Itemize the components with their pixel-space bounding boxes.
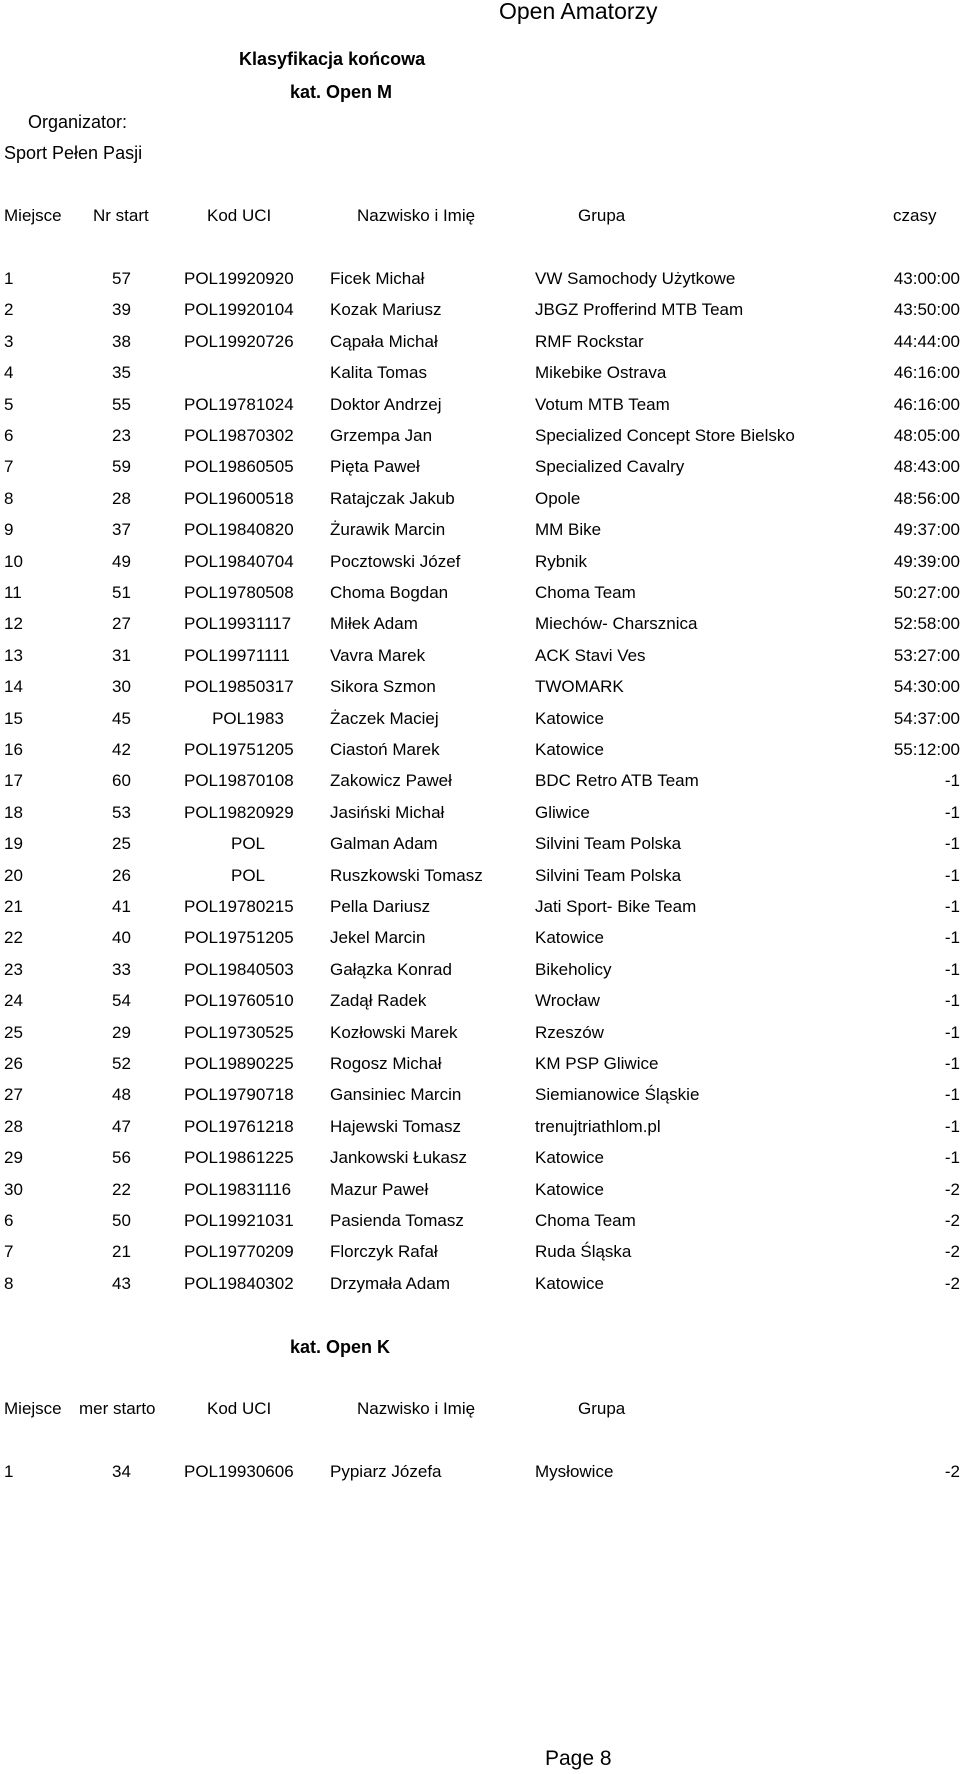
- page-title: Open Amatorzy: [499, 0, 658, 24]
- category-title-m: kat. Open M: [290, 82, 393, 102]
- table-m-row-place: 21: [4, 897, 23, 916]
- table-m-row-time: 46:16:00: [893, 394, 960, 414]
- table-m-row-start-number: 54: [112, 991, 131, 1011]
- table-m-row-start-number: 30: [112, 677, 131, 697]
- table-m-row-start-number: 59: [112, 457, 131, 477]
- table-m-row-start-number: 55: [112, 394, 131, 414]
- table-m-row-uci-code: POL: [230, 865, 266, 885]
- table-m-row-uci-code: POL19840503: [184, 959, 294, 979]
- table-m-row-start-number: 42: [112, 740, 131, 759]
- table-m-row-start-number: 49: [112, 551, 131, 571]
- table-m-row-uci-code: POL19770209: [184, 1242, 294, 1262]
- table-m-row-place: 7: [4, 457, 14, 477]
- table-m-row-uci-code: POL19760510: [184, 991, 294, 1011]
- table-m-row-uci-code: POL19920726: [184, 331, 294, 351]
- table-m-row-group: Katowice: [535, 740, 604, 759]
- table-m-row-group: Choma Team: [535, 1211, 636, 1230]
- table-m-row-start-number: 25: [112, 834, 131, 854]
- table-m-row-time: -1: [944, 1022, 960, 1042]
- table-m-row-rider-name: Pella Dariusz: [330, 897, 431, 916]
- table-m-row-time: -1: [944, 1085, 960, 1105]
- table-m-row-place: 2: [4, 300, 14, 320]
- table-m-row-uci-code: POL: [230, 834, 266, 854]
- table-k-row-start-number: 34: [112, 1462, 131, 1481]
- table-m-row-start-number: 28: [112, 488, 131, 508]
- table-m-row-time: 48:56:00: [893, 488, 960, 508]
- table-m-row-group: Siemianowice Śląskie: [535, 1085, 700, 1105]
- header-name: Nazwisko i Imię: [357, 206, 476, 225]
- table-m-row-uci-code: POL19751205: [184, 928, 294, 948]
- table-m-row-rider-name: Ruszkowski Tomasz: [330, 865, 483, 885]
- table-m-row-rider-name: Kozłowski Marek: [330, 1022, 458, 1042]
- table-m-row-rider-name: Jankowski Łukasz: [330, 1148, 468, 1168]
- table-m-row-place: 14: [4, 677, 23, 697]
- table-m-row-group: Votum MTB Team: [535, 394, 670, 414]
- table-m-row-group: Katowice: [535, 708, 604, 728]
- table-m-row-rider-name: Drzymała Adam: [330, 1273, 450, 1293]
- category-title-k: kat. Open K: [290, 1337, 391, 1357]
- table-m-row-place: 4: [4, 363, 14, 383]
- table-m-row-place: 26: [4, 1054, 23, 1073]
- table-m-row-time: 48:05:00: [893, 426, 960, 445]
- table-m-row-start-number: 57: [112, 269, 131, 288]
- table-m-row-uci-code: POL19780215: [184, 897, 294, 916]
- table-m-row-group: Silvini Team Polska: [535, 834, 682, 854]
- table-m-row-rider-name: Rogosz Michał: [330, 1054, 442, 1073]
- table-m-row-start-number: 50: [112, 1211, 131, 1230]
- table-m-row-group: Rzeszów: [535, 1022, 604, 1042]
- table-m-row-uci-code: POL19840302: [184, 1273, 294, 1293]
- table-m-row-place: 11: [4, 583, 22, 602]
- table-m-row-rider-name: Ratajczak Jakub: [330, 488, 455, 508]
- table-m-row-group: KM PSP Gliwice: [535, 1054, 659, 1073]
- table-m-row-start-number: 39: [112, 300, 131, 320]
- table-m-row-group: ACK Stavi Ves: [535, 645, 646, 665]
- table-m-row-place: 13: [4, 645, 23, 665]
- table-m-row-uci-code: POL19840704: [184, 551, 294, 571]
- table-m-row-uci-code: POL19790718: [184, 1085, 294, 1105]
- table-m-row-group: JBGZ Profferind MTB Team: [535, 300, 744, 320]
- table-m-row-start-number: 27: [112, 614, 131, 634]
- table-k-row-time: -2: [944, 1462, 960, 1481]
- table-m-row-rider-name: Cąpała Michał: [330, 331, 438, 351]
- table-m-row-group: Ruda Śląska: [535, 1242, 632, 1262]
- table-m-row-rider-name: Ficek Michał: [330, 269, 425, 288]
- table-m-row-group: Rybnik: [535, 551, 587, 571]
- table-m-row-start-number: 38: [112, 331, 131, 351]
- table-m-row-uci-code: POL19751205: [184, 740, 294, 759]
- table-m-row-rider-name: Żaczek Maciej: [330, 708, 439, 728]
- table-m-row-place: 27: [4, 1085, 23, 1105]
- table-m-row-place: 19: [4, 834, 23, 854]
- table-m-row-rider-name: Vavra Marek: [330, 645, 426, 665]
- table-m-row-place: 22: [4, 928, 23, 948]
- table-m-row-place: 18: [4, 802, 23, 822]
- table-m-row-time: -1: [944, 897, 960, 916]
- table-m-row-rider-name: Mazur Paweł: [330, 1179, 429, 1199]
- table-m-row-start-number: 45: [112, 708, 131, 728]
- header-start-number-k: mer starto: [79, 1400, 156, 1417]
- table-m-row-start-number: 21: [112, 1242, 131, 1262]
- table-m-row-time: 44:44:00: [893, 331, 960, 351]
- table-m-row-rider-name: Jasiński Michał: [330, 802, 445, 822]
- table-m-row-rider-name: Gałązka Konrad: [330, 959, 452, 979]
- table-m-row-rider-name: Choma Bogdan: [330, 583, 449, 602]
- table-m-row-rider-name: Zadął Radek: [330, 991, 427, 1011]
- table-m-row-time: -1: [944, 865, 960, 885]
- table-m-row-time: 54:37:00: [893, 708, 960, 728]
- table-m-row-time: -1: [944, 1054, 960, 1073]
- table-m-row-uci-code: POL19861225: [184, 1148, 294, 1168]
- table-m-row-place: 23: [4, 959, 23, 979]
- table-m-row-uci-code: POL19860505: [184, 457, 294, 477]
- header-group-k: Grupa: [578, 1399, 626, 1418]
- table-m-row-uci-code: POL19761218: [184, 1116, 294, 1136]
- table-m-row-place: 29: [4, 1148, 23, 1168]
- table-m-row-group: Specialized Concept Store Bielsko: [535, 426, 795, 445]
- table-m-row-start-number: 37: [112, 520, 131, 540]
- table-m-row-group: RMF Rockstar: [535, 331, 644, 351]
- table-m-row-uci-code: POL19870108: [184, 771, 294, 791]
- table-m-row-uci-code: POL19890225: [184, 1054, 294, 1073]
- table-m-row-start-number: 48: [112, 1085, 131, 1105]
- table-m-row-place: 8: [4, 488, 14, 508]
- table-m-row-place: 12: [4, 614, 23, 634]
- table-m-row-start-number: 31: [112, 645, 131, 665]
- table-k-row-uci-code: POL19930606: [184, 1462, 294, 1481]
- table-k-row-group: Mysłowice: [535, 1462, 614, 1481]
- table-m-row-start-number: 33: [112, 959, 131, 979]
- table-m-row-group: Gliwice: [535, 802, 590, 822]
- table-m-row-time: -2: [944, 1211, 960, 1230]
- table-m-row-place: 15: [4, 708, 23, 728]
- table-m-row-rider-name: Żurawik Marcin: [330, 520, 446, 540]
- table-m-row-group: Opole: [535, 488, 581, 508]
- table-m-row-start-number: 43: [112, 1273, 131, 1293]
- header-uci-code-k: Kod UCI: [207, 1399, 272, 1418]
- table-m-row-time: 54:30:00: [893, 677, 960, 697]
- table-m-row-place: 20: [4, 865, 23, 885]
- page-number: Page 8: [545, 1747, 612, 1770]
- table-m-row-start-number: 26: [112, 865, 131, 885]
- table-m-row-start-number: 23: [112, 426, 131, 445]
- table-m-row-time: 49:37:00: [893, 520, 960, 540]
- table-m-row-group: TWOMARK: [535, 677, 624, 697]
- table-m-row-uci-code: POL19850317: [184, 677, 294, 697]
- table-m-row-time: 43:50:00: [893, 300, 960, 320]
- table-m-row-uci-code: POL1983: [212, 708, 284, 728]
- organizer-name: Sport Pełen Pasji: [4, 143, 143, 163]
- table-m-row-time: -2: [944, 1242, 960, 1262]
- table-m-row-rider-name: Pięta Paweł: [330, 457, 420, 477]
- table-m-row-start-number: 41: [112, 897, 131, 916]
- table-m-row-start-number: 53: [112, 802, 131, 822]
- table-m-row-place: 7: [4, 1242, 14, 1262]
- table-m-row-time: 52:58:00: [893, 614, 960, 634]
- table-m-row-group: BDC Retro ATB Team: [535, 771, 699, 791]
- table-m-row-uci-code: POL19730525: [184, 1022, 294, 1042]
- table-m-row-rider-name: Kalita Tomas: [330, 363, 428, 383]
- table-m-row-place: 30: [4, 1179, 23, 1199]
- header-place-k: Miejsce: [4, 1399, 62, 1418]
- organizer-label: Organizator:: [28, 112, 128, 132]
- table-m-row-uci-code: POL19781024: [184, 394, 294, 414]
- table-m-row-rider-name: Grzempa Jan: [330, 426, 433, 445]
- table-m-row-rider-name: Jekel Marcin: [330, 928, 426, 948]
- table-m-row-rider-name: Zakowicz Paweł: [330, 771, 452, 791]
- table-m-row-start-number: 52: [112, 1054, 131, 1073]
- table-m-row-place: 6: [4, 426, 14, 445]
- table-m-row-time: -1: [944, 928, 960, 948]
- table-m-row-place: 5: [4, 394, 14, 414]
- table-m-row-time: -2: [944, 1273, 960, 1293]
- table-m-row-uci-code: POL19831116: [184, 1179, 292, 1199]
- table-m-row-place: 9: [4, 520, 14, 540]
- table-k-row-place: 1: [4, 1462, 14, 1481]
- table-m-row-time: -1: [944, 1148, 960, 1168]
- table-m-row-rider-name: Florczyk Rafał: [330, 1242, 438, 1262]
- table-m-row-uci-code: POL19920920: [184, 269, 294, 288]
- table-m-row-place: 1: [4, 269, 14, 288]
- table-m-row-time: 48:43:00: [893, 457, 960, 477]
- table-m-row-start-number: 29: [112, 1022, 131, 1042]
- table-m-row-time: 55:12:00: [893, 740, 960, 759]
- header-place: Miejsce: [4, 206, 62, 225]
- table-m-row-group: Katowice: [535, 1179, 604, 1199]
- table-m-row-rider-name: Hajewski Tomasz: [330, 1116, 462, 1136]
- header-name-k: Nazwisko i Imię: [357, 1399, 476, 1418]
- header-start-number: Nr start: [93, 206, 149, 225]
- table-k-row-rider-name: Pypiarz Józefa: [330, 1462, 442, 1481]
- table-m-row-group: VW Samochody Użytkowe: [535, 269, 736, 288]
- table-m-row-time: 50:27:00: [893, 583, 960, 602]
- table-m-row-time: -1: [944, 834, 960, 854]
- table-m-row-uci-code: POL19820929: [184, 802, 294, 822]
- table-m-row-place: 16: [4, 740, 23, 759]
- table-m-row-place: 25: [4, 1022, 23, 1042]
- table-m-row-time: -1: [944, 1116, 960, 1136]
- table-m-row-uci-code: POL19840820: [184, 520, 294, 540]
- table-m-row-rider-name: Kozak Mariusz: [330, 300, 442, 320]
- table-m-row-group: MM Bike: [535, 520, 602, 540]
- table-m-row-rider-name: Doktor Andrzej: [330, 394, 442, 414]
- classification-title: Klasyfikacja końcowa: [239, 49, 426, 69]
- table-m-row-uci-code: POL19920104: [184, 300, 294, 320]
- table-m-row-uci-code: POL19780508: [184, 583, 294, 602]
- table-m-row-time: 43:00:00: [893, 269, 960, 288]
- table-m-row-uci-code: POL19931117: [184, 614, 292, 634]
- table-m-row-place: 3: [4, 331, 14, 351]
- table-m-row-group: Katowice: [535, 1148, 604, 1168]
- table-m-row-rider-name: Miłek Adam: [330, 614, 418, 634]
- header-uci-code: Kod UCI: [207, 206, 272, 225]
- table-m-row-start-number: 35: [112, 363, 131, 383]
- table-m-row-place: 10: [4, 551, 23, 571]
- table-m-row-group: Specialized Cavalry: [535, 457, 685, 477]
- table-m-row-start-number: 51: [112, 583, 131, 602]
- table-m-row-group: Wrocław: [535, 991, 600, 1011]
- table-m-row-group: Miechów- Charsznica: [535, 614, 698, 634]
- table-m-row-uci-code: POL19971111: [184, 645, 290, 665]
- table-m-row-time: -1: [944, 959, 960, 979]
- table-m-row-start-number: 56: [112, 1148, 131, 1168]
- header-times: czasy: [893, 206, 937, 225]
- table-m-row-group: Bikeholicy: [535, 959, 612, 979]
- table-m-row-time: 49:39:00: [893, 551, 960, 571]
- table-m-row-start-number: 60: [112, 771, 131, 791]
- table-m-row-place: 28: [4, 1116, 23, 1136]
- table-m-row-place: 24: [4, 991, 23, 1011]
- table-m-row-rider-name: Pasienda Tomasz: [330, 1211, 464, 1230]
- table-m-row-group: Jati Sport- Bike Team: [535, 897, 697, 916]
- table-m-row-time: 53:27:00: [893, 645, 960, 665]
- table-m-row-uci-code: POL19870302: [184, 426, 294, 445]
- table-m-row-place: 6: [4, 1211, 14, 1230]
- table-m-row-start-number: 40: [112, 928, 131, 948]
- table-m-row-time: -2: [944, 1179, 960, 1199]
- table-m-row-time: 46:16:00: [893, 363, 960, 383]
- table-m-row-group: Silvini Team Polska: [535, 865, 682, 885]
- table-m-row-rider-name: Pocztowski Józef: [330, 551, 461, 571]
- table-m-row-rider-name: Ciastoń Marek: [330, 740, 440, 759]
- table-m-row-time: -1: [944, 771, 960, 791]
- table-m-row-uci-code: POL19600518: [184, 488, 294, 508]
- table-m-row-start-number: 47: [112, 1116, 131, 1136]
- table-m-row-rider-name: Sikora Szmon: [330, 677, 436, 697]
- header-group: Grupa: [578, 206, 626, 225]
- table-m-row-group: Katowice: [535, 928, 604, 948]
- table-m-row-group: Katowice: [535, 1273, 604, 1293]
- table-m-row-place: 17: [4, 771, 23, 791]
- table-m-row-rider-name: Gansiniec Marcin: [330, 1085, 462, 1105]
- table-m-row-time: -1: [944, 991, 960, 1011]
- table-m-row-group: Mikebike Ostrava: [535, 363, 667, 383]
- table-m-row-time: -1: [944, 802, 960, 822]
- table-m-row-place: 8: [4, 1273, 14, 1293]
- table-m-row-uci-code: POL19921031: [184, 1211, 294, 1230]
- table-m-row-start-number: 22: [112, 1179, 131, 1199]
- table-m-row-group: trenujtriathlom.pl: [535, 1116, 661, 1136]
- table-m-row-rider-name: Galman Adam: [330, 834, 438, 854]
- table-m-row-group: Choma Team: [535, 583, 636, 602]
